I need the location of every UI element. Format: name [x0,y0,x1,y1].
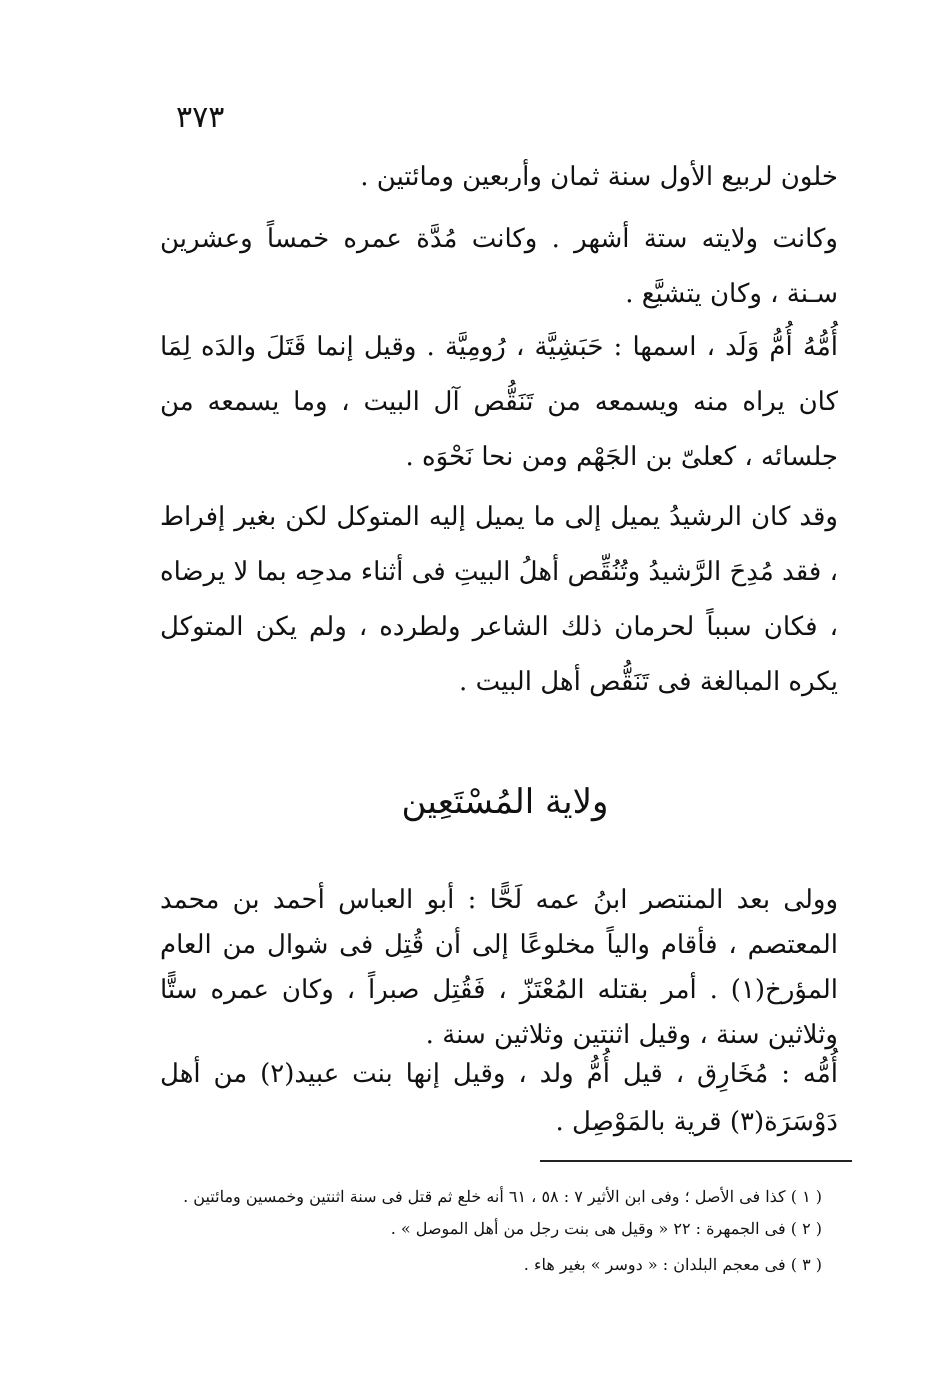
footnote-3: ( ٣ ) فى معجم البلدان : « دوسر » بغير هاء . [523,1255,822,1274]
footnote-1: ( ١ ) كذا فى الأصل ؛ وفى ابن الأثير ٧ : ٥٨ ، ٦١ أنه خلع ثم قتل فى سنة اثنتين وخمسين ومائتين . [183,1187,822,1206]
section-heading: ولاية المُسْتَعِين [401,782,609,822]
paragraph-6: أُمُّه : مُخَارِق ، قيل أُمُّ ولد ، وقيل إنها بنت عبيد(٢) من أهل دَوْسَرَة(٣) قرية بالمَوْصِل . [160,1059,838,1137]
paragraph-2: وكانت ولايته ستة أشهر . وكانت مُدَّة عمره خمساً وعشرين سـنة ، وكان يتشيَّع . [160,224,838,309]
paragraph-4: وقد كان الرشيدُ يميل إلى ما يميل إليه المتوكل لكن بغير إفراط ، فقد مُدِحَ الرَّشيدُ وتُنُقِّص أهلُ البيتِ فى أثناء مدحِه بما لا يرضاه ، فكان سبباً لحرمان ذلك الشاعر ولطرده ، ولم يكن المتوكل يكره المبالغة فى تَنَقُّص أهل البيت . [160,502,838,697]
footnote-divider [540,1160,852,1162]
paragraph-1: خلون لربيع الأول سنة ثمان وأربعين ومائتين . [360,162,838,192]
paragraph-5: وولى بعد المنتصر ابنُ عمه لَحًّا : أبو العباس أحمد بن محمد المعتصم ، فأقام والياً مخلوعًا إلى أن قُتِل فى شوال من العام المؤرخ(١) . أمر بقتله المُعْتَزّ ، فَقُتِل صبراً ، وكان عمره ستًّا وثلاثين سنة ، وقيل اثنتين وثلاثين سنة . [160,885,838,1050]
paragraph-3: أُمُّهُ أُمُّ وَلَد ، اسمها : حَبَشِيَّة ، رُومِيَّة . وقيل إنما قَتَلَ والدَه لِمَا كان يراه منه ويسمعه من تَنَقُّص آل البيت ، وما يسمعه من جلسائه ، كعلىّ بن الجَهْم ومن نحا نَحْوَه . [160,332,838,472]
footnote-2: ( ٢ ) فى الجمهرة : ٢٢ « وقيل هى بنت رجل من أهل الموصل » . [390,1219,822,1238]
page-number: ٣٧٣ [176,100,225,135]
